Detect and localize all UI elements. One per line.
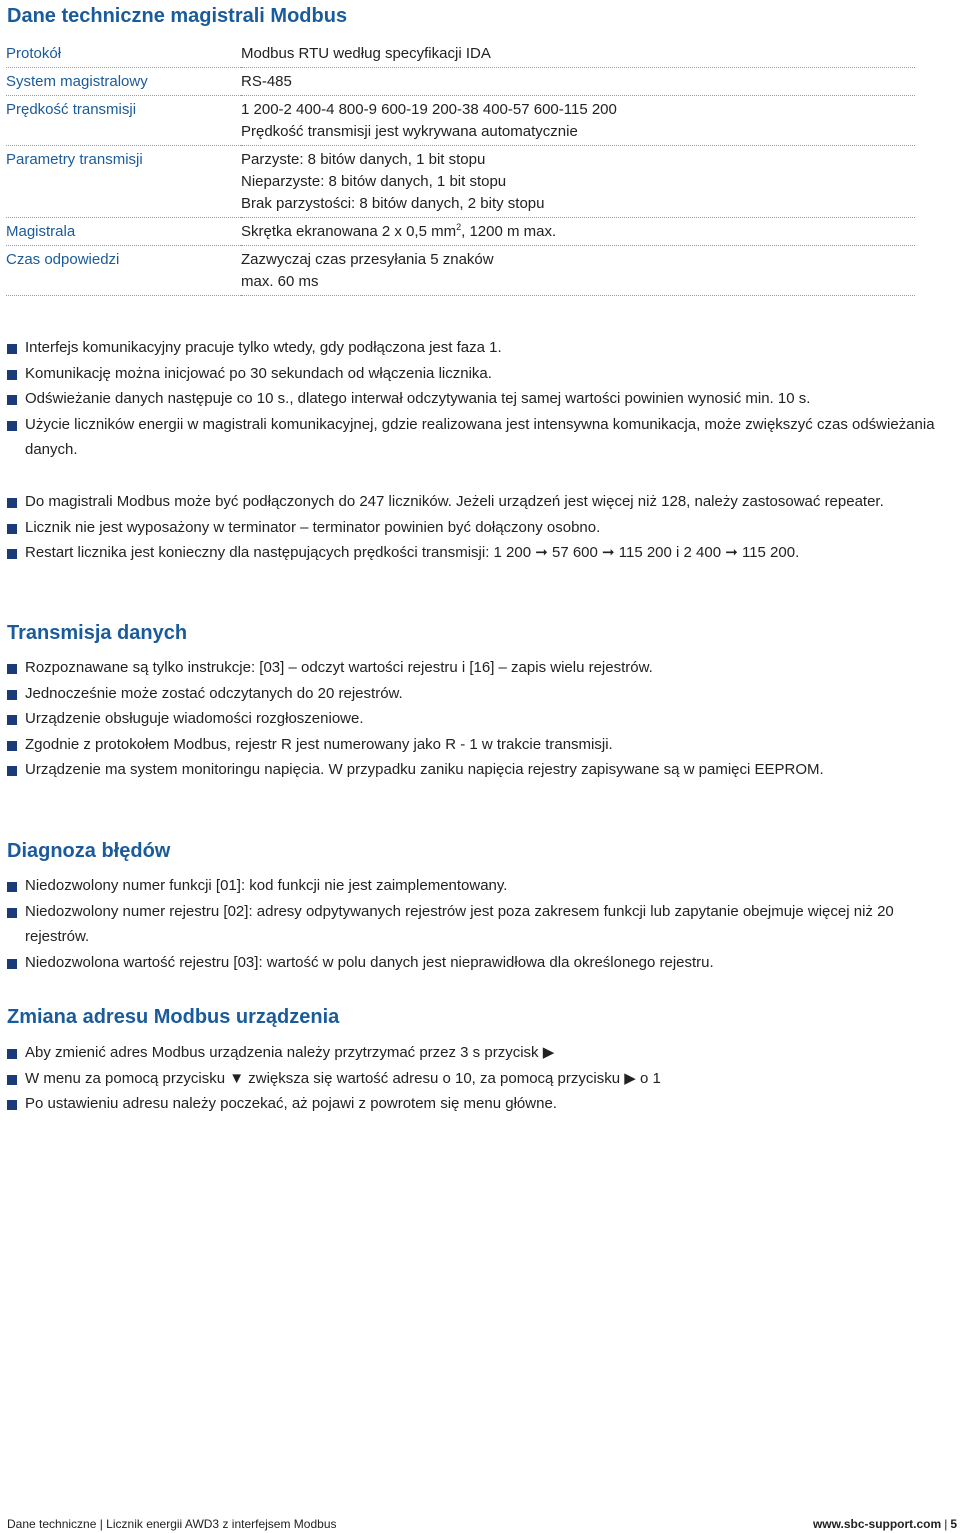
- square-bullet-icon: [7, 344, 17, 354]
- spec-row-transmission-params: [6, 146, 915, 218]
- section-title-diagnosis: Diagnoza błędów: [7, 840, 171, 862]
- spec-row-bus-system: [6, 68, 915, 96]
- spec-value: Skrętka ekranowana 2 x 0,5 $mm^2$, 1200 m max.: [241, 222, 557, 240]
- spec-label: Magistrala: [6, 218, 241, 246]
- spec-label: Protokół: [6, 40, 241, 68]
- square-bullet-icon: [7, 395, 17, 405]
- notes-list-b: [7, 489, 952, 566]
- spec-label: Prędkość transmisji: [6, 96, 241, 146]
- spec-row-bus: [6, 218, 915, 246]
- square-bullet-icon: [7, 690, 17, 700]
- spec-value: Zazwyczaj czas przesyłania 5 znaków: [241, 251, 494, 268]
- list-item: Po ustawieniu adresu należy poczekać, aż pojawi z powrotem się menu główne.: [7, 1091, 952, 1117]
- square-bullet-icon: [7, 1100, 17, 1110]
- square-bullet-icon: [7, 421, 17, 431]
- square-bullet-icon: [7, 959, 17, 969]
- square-bullet-icon: [7, 882, 17, 892]
- footer-document-title: Dane techniczne | Licznik energii AWD3 z interfejsem Modbus: [7, 1517, 337, 1531]
- spec-value: max. 60 ms: [241, 273, 319, 290]
- list-item: Restart licznika jest konieczny dla następujących prędkości transmisji: 1 200 ➞ 57 600 ➞ 115 200 i 2 400 ➞ 115 200.: [7, 540, 952, 566]
- address-list: [7, 1040, 952, 1117]
- square-bullet-icon: [7, 1075, 17, 1085]
- square-bullet-icon: [7, 370, 17, 380]
- diagnosis-list: [7, 873, 952, 975]
- spec-value: Prędkość transmisji jest wykrywana automatycznie: [241, 123, 578, 140]
- list-item: Odświeżanie danych następuje co 10 s., dlatego interwał odczytywania tej samej wartości powinien wynosić min. 10 s.: [7, 386, 952, 412]
- square-bullet-icon: [7, 1049, 17, 1059]
- list-item: Licznik nie jest wyposażony w terminator – terminator powinien być dołączony osobno.: [7, 515, 952, 541]
- section-title-transmission: Transmisja danych: [7, 622, 188, 644]
- list-item: Do magistrali Modbus może być podłączonych do 247 liczników. Jeżeli urządzeń jest więcej niż 128, należy zastosować repeater.: [7, 489, 952, 515]
- list-item: Komunikację można inicjować po 30 sekundach od włączenia licznika.: [7, 361, 952, 387]
- spec-row-protocol: [6, 40, 915, 68]
- list-item: Niedozwolony numer rejestru [02]: adresy odpytywanych rejestrów jest poza zakresem funkcji lub zapytanie obejmuje więcej niż 20 rejestrów.: [7, 899, 952, 950]
- square-bullet-icon: [7, 766, 17, 776]
- spec-value: RS-485: [241, 73, 292, 90]
- spec-label: System magistralowy: [6, 68, 241, 96]
- list-item: Niedozwolony numer funkcji [01]: kod funkcji nie jest zaimplementowany.: [7, 873, 952, 899]
- list-item: Zgodnie z protokołem Modbus, rejestr R jest numerowany jako R - 1 w trakcie transmisji.: [7, 732, 952, 758]
- spec-value: 1 200-2 400-4 800-9 600-19 200-38 400-57 600-115 200: [241, 101, 617, 118]
- square-bullet-icon: [7, 664, 17, 674]
- spec-label: Czas odpowiedzi: [6, 246, 241, 296]
- spec-row-response-time: [6, 246, 915, 296]
- footer-separator: |: [944, 1517, 948, 1531]
- spec-value: Modbus RTU według specyfikacji IDA: [241, 45, 491, 62]
- list-item: Urządzenie obsługuje wiadomości rozgłoszeniowe.: [7, 706, 952, 732]
- spec-value: Brak parzystości: 8 bitów danych, 2 bity stopu: [241, 195, 545, 212]
- footer-url-link[interactable]: www.sbc-support.com: [812, 1517, 942, 1531]
- list-item: Interfejs komunikacyjny pracuje tylko wtedy, gdy podłączona jest faza 1.: [7, 335, 952, 361]
- square-bullet-icon: [7, 908, 17, 918]
- section-title-address: Zmiana adresu Modbus urządzenia: [7, 1006, 340, 1028]
- square-bullet-icon: [7, 715, 17, 725]
- section-title-modbus: Dane techniczne magistrali Modbus: [7, 5, 348, 27]
- list-item: Urządzenie ma system monitoringu napięcia. W przypadku zaniku napięcia rejestry zapisywane są w pamięci EEPROM.: [7, 757, 952, 783]
- square-bullet-icon: [7, 524, 17, 534]
- list-item: Rozpoznawane są tylko instrukcje: [03] – odczyt wartości rejestru i [16] – zapis wielu rejestrów.: [7, 655, 952, 681]
- notes-list-a: [7, 335, 952, 463]
- page-number: 5: [950, 1517, 957, 1531]
- list-item: W menu za pomocą przycisku ▼ zwiększa się wartość adresu o 10, za pomocą przycisku ▶ o 1: [7, 1066, 952, 1092]
- spec-label: Parametry transmisji: [6, 146, 241, 218]
- list-item: Niedozwolona wartość rejestru [03]: wartość w polu danych jest nieprawidłowa dla określonego rejestru.: [7, 950, 952, 976]
- list-item: Jednocześnie może zostać odczytanych do 20 rejestrów.: [7, 681, 952, 707]
- list-item: Użycie liczników energii w magistrali komunikacyjnej, gdzie realizowana jest intensywna komunikacja, może zwiększyć czas odświeżania danych.: [7, 412, 952, 463]
- footer-right: [813, 1516, 957, 1532]
- specs-table: [6, 40, 915, 296]
- transmission-list: [7, 655, 952, 783]
- square-bullet-icon: [7, 549, 17, 559]
- list-item: Aby zmienić adres Modbus urządzenia należy przytrzymać przez 3 s przycisk ▶: [7, 1040, 952, 1066]
- spec-value: Parzyste: 8 bitów danych, 1 bit stopu: [241, 151, 486, 168]
- square-bullet-icon: [7, 741, 17, 751]
- spec-row-baud-rate: [6, 96, 915, 146]
- spec-value: Nieparzyste: 8 bitów danych, 1 bit stopu: [241, 173, 507, 190]
- square-bullet-icon: [7, 498, 17, 508]
